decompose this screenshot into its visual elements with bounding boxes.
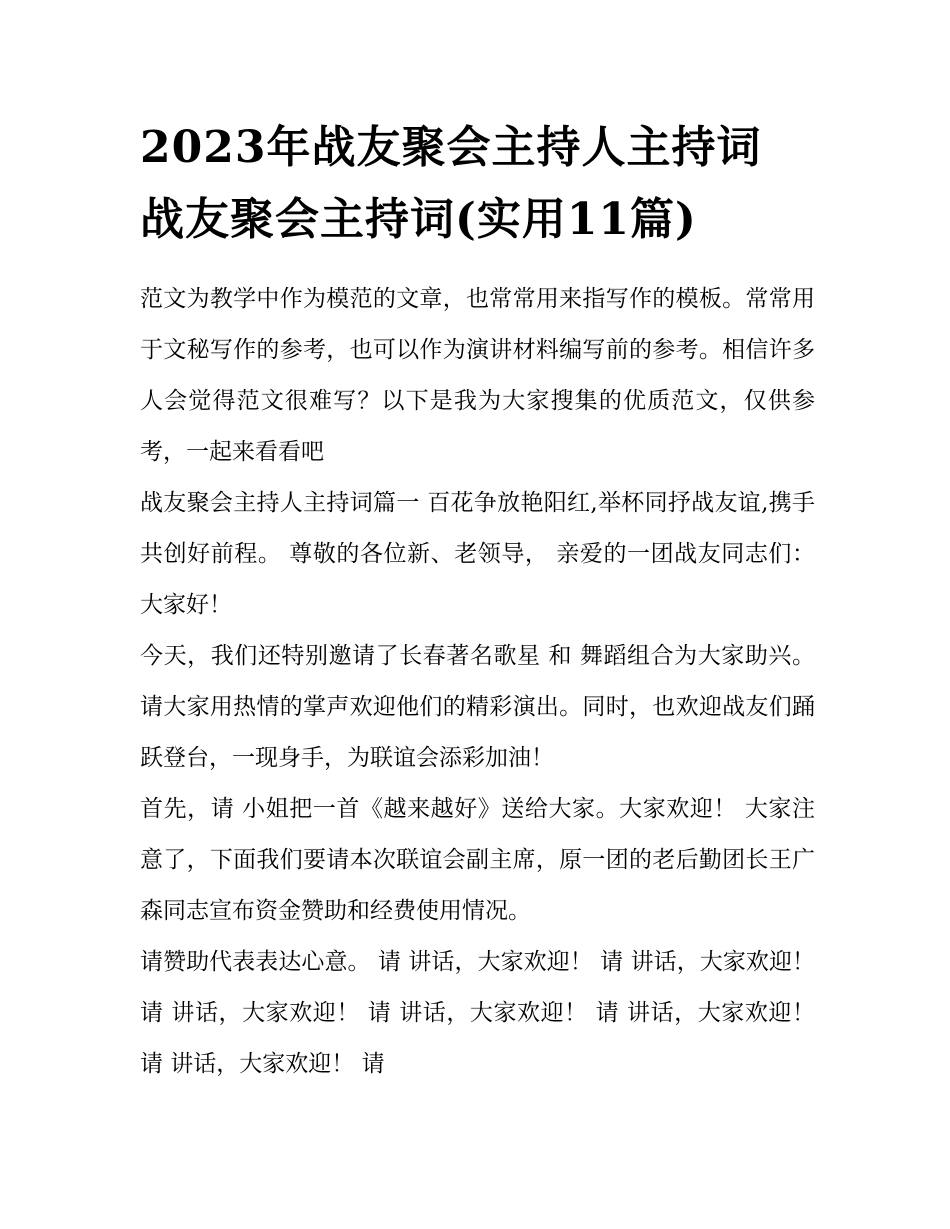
document-title xyxy=(140,112,815,256)
document-body xyxy=(140,274,815,1090)
opening-paragraph: 战友聚会主持人主持词篇一 百花争放艳阳红,举杯同抒战友谊,携手共创好前程。 尊敬的各位新、老领导， 亲爱的一团战友同志们：大家好！ xyxy=(140,490,815,618)
title-line-1: 2023年战友聚会主持人主持词 xyxy=(140,122,762,173)
title-line-2: 战友聚会主持词(实用11篇) xyxy=(140,194,697,245)
performance-paragraph: 首先，请 小姐把一首《越来越好》送给大家。大家欢迎！ 大家注意了，下面我们要请本次联谊会副主席，原一团的老后勤团长王广森同志宣布资金赞助和经费使用情况。 xyxy=(140,796,815,924)
document-content xyxy=(140,112,815,1090)
guests-paragraph: 今天，我们还特别邀请了长春著名歌星 和 舞蹈组合为大家助兴。请大家用热情的掌声欢迎他们的精彩演出。同时，也欢迎战友们踊跃登台，一现身手，为联谊会添彩加油！ xyxy=(140,643,815,771)
intro-paragraph: 范文为教学中作为模范的文章，也常常用来指写作的模板。常常用于文秘写作的参考，也可以作为演讲材料编写前的参考。相信许多人会觉得范文很难写？以下是我为大家搜集的优质范文，仅供参考，一起来看看吧 xyxy=(140,286,815,465)
sponsor-paragraph: 请赞助代表表达心意。 请 讲话，大家欢迎！ 请 讲话，大家欢迎！ 请 讲话，大家欢迎！ 请 讲话，大家欢迎！ 请 讲话，大家欢迎！ 请 讲话，大家欢迎！ 请 xyxy=(140,949,815,1077)
